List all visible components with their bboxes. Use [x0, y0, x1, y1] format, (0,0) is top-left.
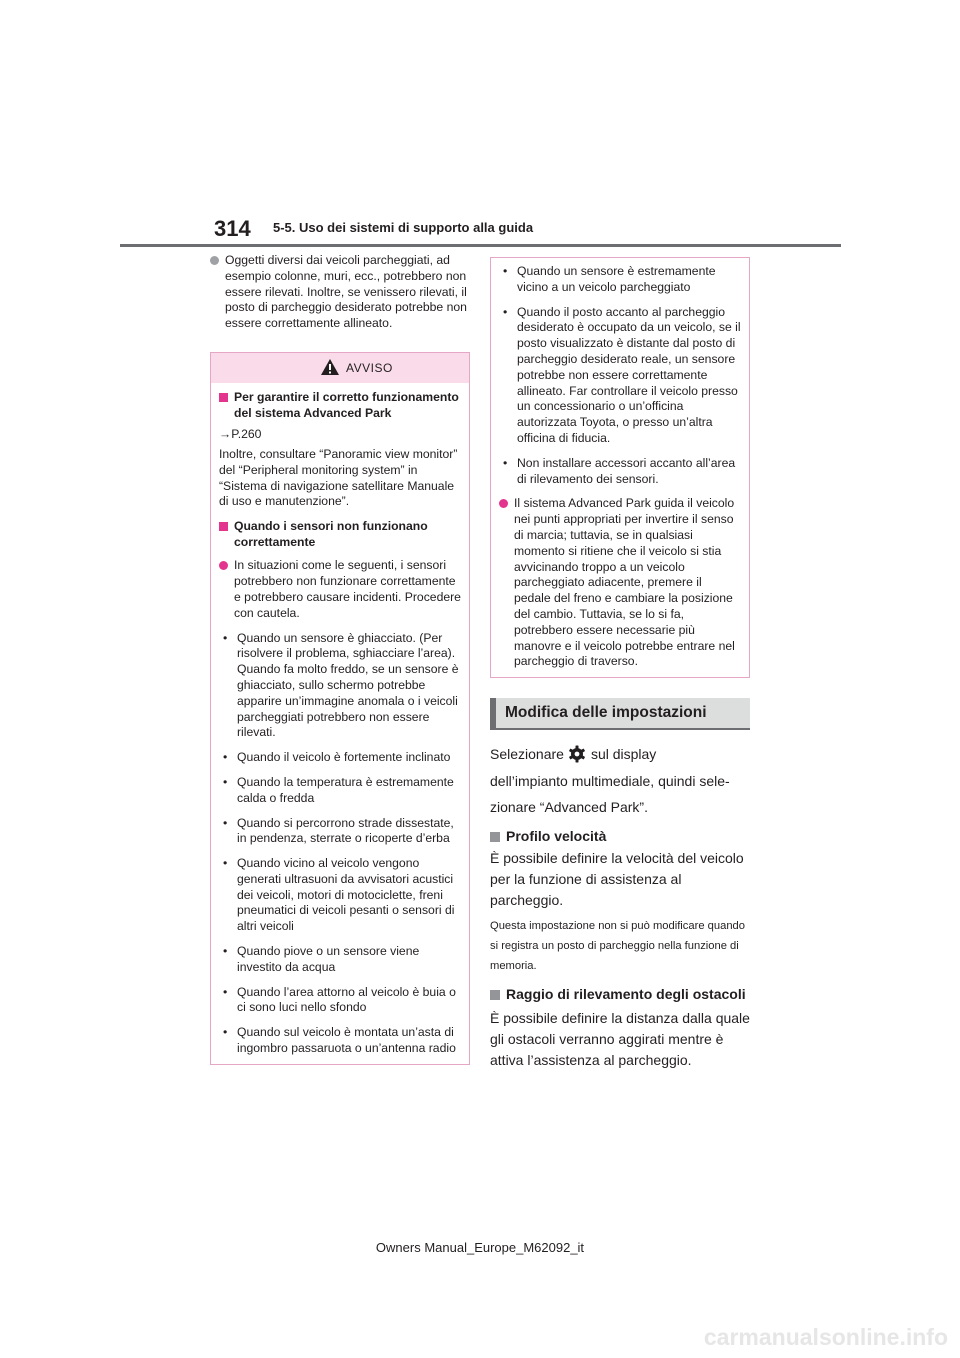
intro-bullet-text: Oggetti diversi dai veicoli parcheggiati, ad esempio colonne, muri, ecc., potrebbero non essere rilevati. Inoltre, se venissero rilevati, il posto di parcheggio desiderato potrebbe non essere correttamente allineato. [225, 253, 467, 331]
left-column [210, 253, 470, 1065]
warning-heading-1 [219, 390, 461, 421]
box-bullet-text: Il sistema Advanced Park guida il veicolo nei punti appropriati per invertire il senso di marcia; tuttavia, se in qualsiasi momento si ritiene che il veicolo si stia avvicinando troppo a un veicolo parcheggiato adiacente, premere il pedale del freno e cambiare la posizione del cambio. Tuttavia, se lo si fa, potrebbero essere necessarie più manovre e il veicolo potrebbe entrare nel parcheggio di traverso. [514, 496, 735, 669]
gear-icon [568, 745, 586, 763]
speed-profile-body: È possibile definire la velocità del veicolo per la funzione di assistenza al parcheggio. [490, 849, 744, 908]
section-heading-text: Modifica delle impostazioni [505, 704, 707, 722]
page-reference: →P.260 [219, 427, 262, 442]
warning-body [211, 383, 469, 1064]
warning-continued-box [490, 257, 750, 678]
instruction-paragraph [490, 744, 750, 819]
instruction-text: zionare “Advanced Park”. [490, 799, 648, 816]
list-item: • Non installare accessori accanto all’area di rilevamento dei sensori. [503, 455, 736, 486]
intro-bullet [210, 253, 470, 332]
section-heading [490, 698, 750, 730]
warning-triangle-icon [320, 358, 340, 376]
subheading-text: Profilo velocità [506, 827, 607, 844]
bullet-dot-icon [499, 499, 508, 508]
list-item: • Quando la temperatura è estremamente calda o fredda [223, 774, 454, 805]
warning-paragraph-1: Inoltre, consultare “Panoramic view monitor” del “Peripheral monitoring system” in “Sistema di navigazione satellitare Manuale di uso e manutenzione”. [219, 446, 458, 509]
bullet-dot-icon [210, 256, 219, 265]
list-item: • Quando un sensore è estremamente vicino a un veicolo parcheggiato [503, 264, 716, 294]
right-column [490, 257, 750, 1071]
subheading-text: Raggio di rilevamento degli ostacoli [506, 985, 746, 1002]
warning-heading-2 [219, 519, 461, 550]
list-item: • Quando sul veicolo è montata un’asta di ingombro passaruota o un’antenna radio [223, 1025, 456, 1056]
header-rule [120, 244, 841, 247]
square-bullet-icon [490, 990, 500, 1000]
speed-profile-note: Questa impostazione non si può modificare quando si registra un posto di parcheggio nella funzione di memoria. [490, 919, 745, 972]
section-title: 5-5. Uso dei sistemi di supporto alla guida [273, 220, 534, 235]
list-item: • Quando vicino al veicolo vengono generati ultrasuoni da avvisatori acustici dei veicoli, motori di motociclette, freni pneumatici di veicoli pesanti o sensori di altri veicoli [223, 856, 455, 934]
list-item: • Quando il veicolo è fortemente inclinato [223, 750, 451, 765]
list-item: • Quando l’area attorno al veicolo è buia o ci sono luci nello sfondo [223, 984, 456, 1015]
instruction-text: sul display [590, 746, 657, 763]
list-item: • Quando un sensore è ghiacciato. (Per risolvere il problema, sghiacciare l’area). Quando fa molto freddo, se un sensore è ghiacciato, sullo schermo potrebbe apparire un’immagine anomala o i veicoli parcheggiati potrebbero non essere rilevati. [223, 630, 459, 740]
warning-heading-2-text: Quando i sensori non funzionano correttamente [234, 519, 428, 549]
subheading-detection-range [490, 985, 750, 1004]
warning-header [211, 353, 469, 383]
warning-bullet [219, 558, 461, 621]
bullet-dot-icon [219, 561, 228, 570]
warning-box [210, 352, 470, 1065]
list-item: • Quando il posto accanto al parcheggio desiderato è occupato da un veicolo, se il posto visualizzato è distante dal posto di parcheggio desiderato reale, un sensore potrebbe non essere correttamente allineato. Far controllare il veicolo presso un concessionario o un’officina autorizzata Toyota, o presso un’altra officina di fiducia. [503, 304, 741, 445]
list-item: • Quando piove o un sensore viene investito da acqua [223, 944, 420, 974]
subheading-speed-profile [490, 827, 750, 846]
warning-title: AVVISO [346, 360, 393, 375]
instruction-text: dell’impianto multimediale, quindi sele- [490, 772, 730, 789]
square-bullet-icon [219, 522, 228, 531]
square-bullet-icon [219, 393, 228, 402]
list-item: • Quando si percorrono strade dissestate, in pendenza, sterrate o ricoperte d’erba [223, 815, 454, 846]
warning-heading-1-text: Per garantire il corretto funzionamento del sistema Advanced Park [234, 389, 459, 420]
instruction-text: Selezionare [490, 746, 564, 763]
warning-bullet-text: In situazioni come le seguenti, i sensori potrebbero non funzionare correttamente e potrebbero causare incidenti. Procedere con cautela. [234, 558, 461, 620]
box-bullet [499, 496, 741, 670]
footer-text: Owners Manual_Europe_M62092_it [375, 1240, 585, 1255]
page-number: 314 [214, 216, 251, 241]
square-bullet-icon [490, 832, 500, 842]
detection-range-body: È possibile definire la distanza dalla quale gli ostacoli verranno aggirati mentre è attiva l’assistenza al parcheggio. [490, 1009, 750, 1068]
watermark: carmanualsonline.info [703, 1324, 948, 1350]
